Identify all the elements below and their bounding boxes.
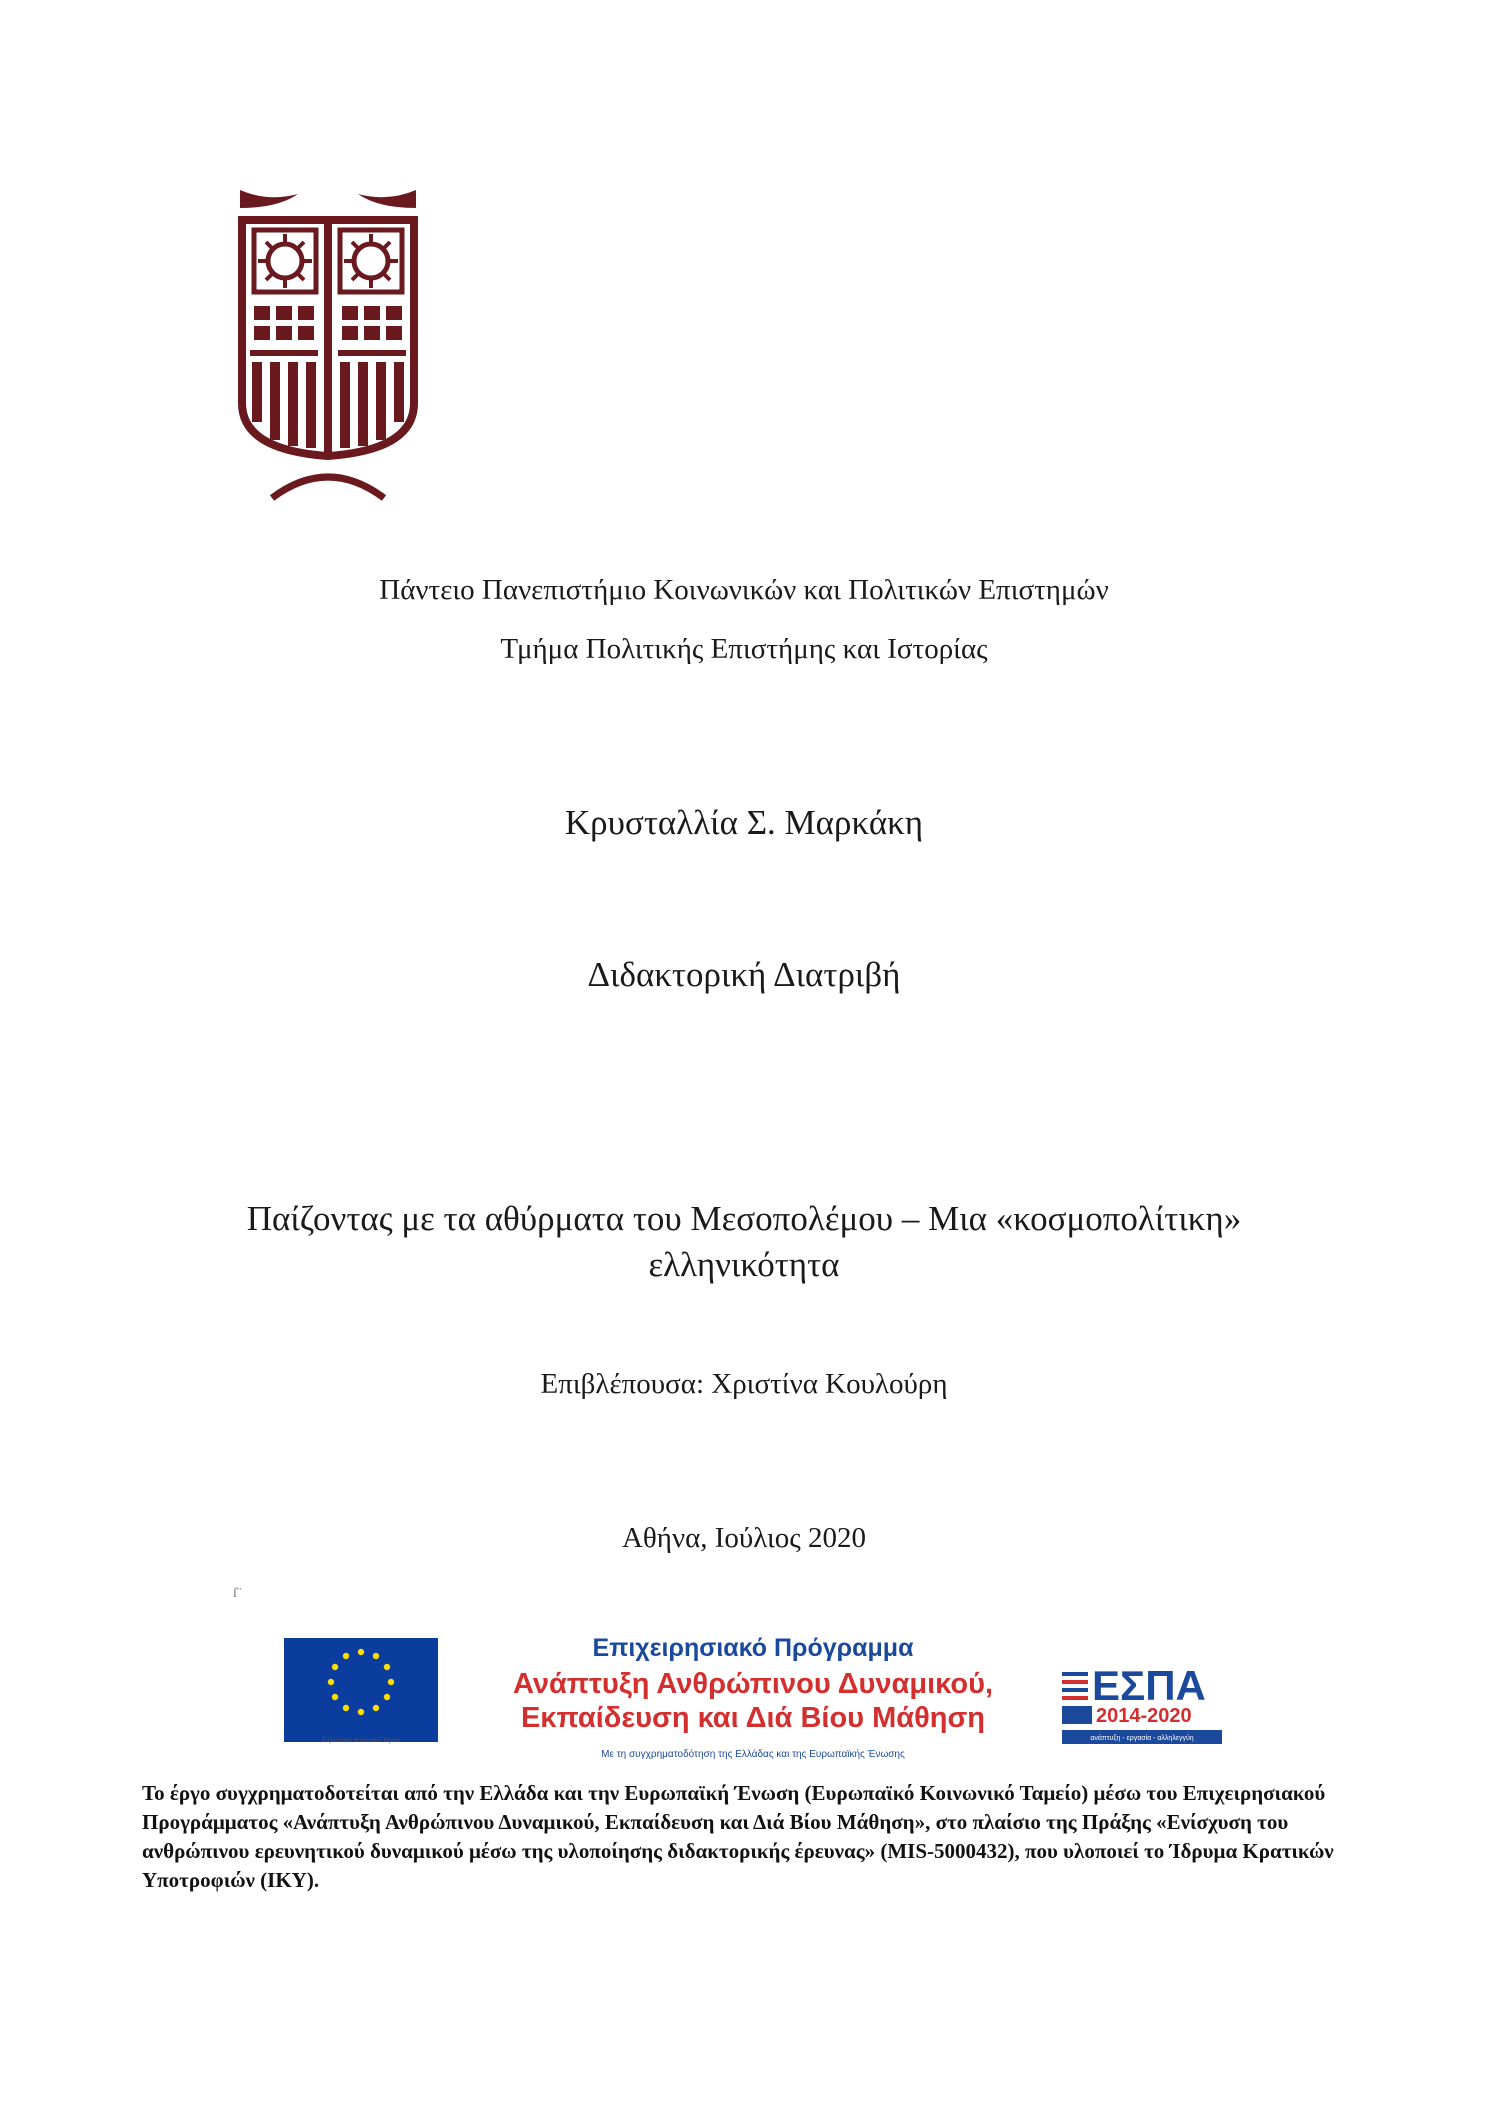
- eu-star: [384, 1664, 390, 1670]
- eu-star: [343, 1705, 349, 1711]
- department-name: Τμήμα Πολιτικής Επιστήμης και Ιστορίας: [500, 633, 988, 665]
- funding-banner: [278, 1630, 1238, 1760]
- operational-programme-logo: [488, 1630, 1018, 1760]
- eu-star: [358, 1709, 364, 1715]
- eu-star: [332, 1664, 338, 1670]
- espa-logo-icon: [1058, 1650, 1228, 1750]
- eu-star: [332, 1694, 338, 1700]
- espa-tagline: ανάπτυξη - εργασία - αλληλεγγύη: [1090, 1735, 1194, 1742]
- author-name: Κρυσταλλία Σ. Μαρκάκη: [564, 803, 924, 842]
- op-line3: Εκπαίδευση και Διά Βίου Μάθηση: [520, 1702, 986, 1734]
- espa-label: ΕΣΠΑ: [1092, 1662, 1206, 1709]
- eu-star: [388, 1679, 394, 1685]
- eu-star: [328, 1679, 334, 1685]
- thesis-title-line2: ελληνικότητα: [648, 1245, 840, 1284]
- publication-date: Αθήνα, Ιούλιος 2020: [621, 1522, 867, 1554]
- espa-years: 2014-2020: [1096, 1705, 1192, 1727]
- eu-star: [384, 1694, 390, 1700]
- op-line4: Με τη συγχρηματοδότηση της Ελλάδας και της Ευρωπαϊκής Ένωσης: [601, 1749, 905, 1760]
- supervisor: Επιβλέπουσα: Χριστίνα Κουλούρη: [540, 1368, 948, 1400]
- stray-mark: ſ¨: [233, 1586, 242, 1601]
- eu-star: [343, 1653, 349, 1659]
- thesis-title: [0, 1196, 1488, 1288]
- panteion-university-crest-icon: [238, 188, 418, 504]
- funding-note: Το έργο συγχρηματοδοτείται από την Ελλάδα και την Ευρωπαϊκή Ένωση (Ευρωπαϊκό Κοινωνικό Ταμείο) μέσω του Επιχειρησιακού Προγράμματος «Ανάπτυξη Ανθρώπινου Δυναμικού, Εκπαίδευση και Διά Βίου Μάθηση», στο πλαίσιο της Πράξης «Ενίσχυση του ανθρώπινου ερευνητικού δυναμικού μέσω της υλοποίησης διδακτορικής έρευνας» (MIS-5000432), που υλοποιεί το Ίδρυμα Κρατικών Υποτροφιών (ΙΚΥ).: [142, 1781, 1334, 1892]
- op-line1: Επιχειρησιακό Πρόγραμμα: [592, 1634, 914, 1662]
- document-type: Διδακτορική Διατριβή: [587, 955, 901, 994]
- eu-star: [373, 1705, 379, 1711]
- university-name: Πάντειο Πανεπιστήμιο Κοινωνικών και Πολιτικών Επιστημών: [379, 574, 1109, 606]
- eu-sublabel: Ευρωπαϊκό Κοινωνικό Ταμείο: [322, 1738, 400, 1744]
- eu-label: Ευρωπαϊκή Ένωση: [300, 1720, 422, 1735]
- op-line2: Ανάπτυξη Ανθρώπινου Δυναμικού,: [512, 1668, 994, 1700]
- thesis-title-line1: Παίζοντας με τα αθύρματα του Μεσοπολέμου – Μια «κοσμοπολίτικη»: [246, 1199, 1242, 1238]
- eu-star: [358, 1649, 364, 1655]
- eu-star: [373, 1653, 379, 1659]
